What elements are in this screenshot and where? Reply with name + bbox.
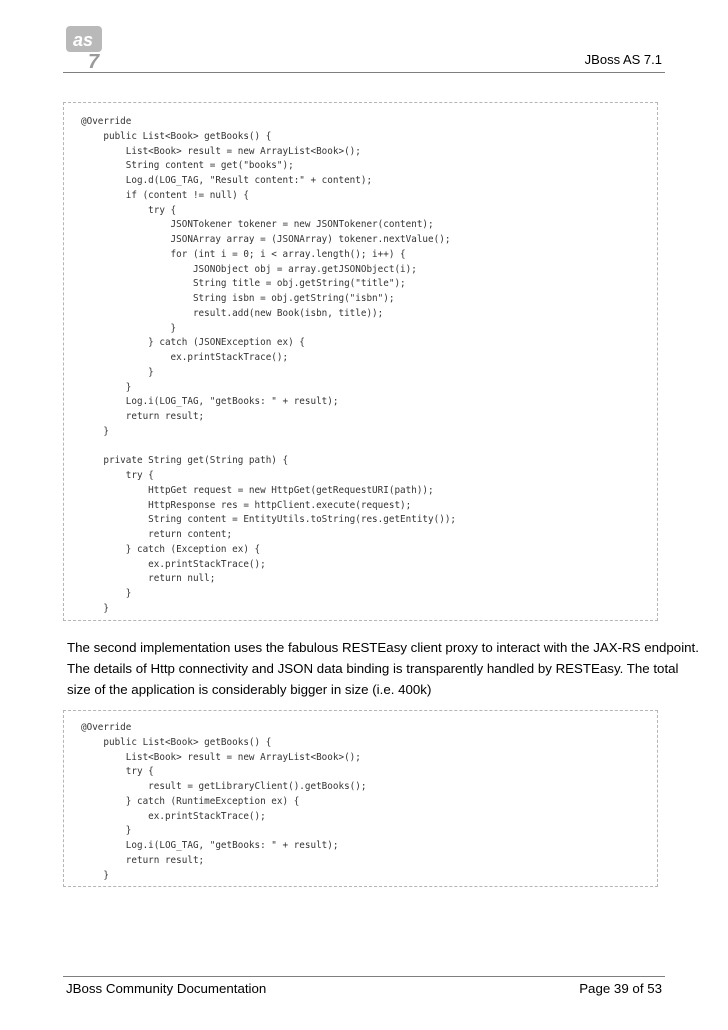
paragraph-line: The details of Http connectivity and JSON data binding is transparently handled by RESTEasy. The total [67,661,679,676]
footer-divider [63,976,665,977]
code-line: JSONArray array = (JSONArray) tokener.nextValue(); [81,234,451,245]
code-line: } [81,869,109,881]
header-divider [63,72,665,73]
code-line: } [81,381,132,393]
code-line: for (int i = 0; i < array.length(); i++) { [81,248,406,260]
page-number: Page 39 of 53 [579,981,662,996]
code-line: if (content != null) { [81,189,249,201]
code-line: } [81,366,154,378]
logo-text: as [73,30,94,50]
code-line: } [81,825,132,837]
code-line: } [81,602,109,614]
code-block-rest-json [63,102,658,621]
code-line: try { [81,470,154,481]
paragraph-line: size of the application is considerably bigger in size (i.e. 400k) [67,682,432,697]
code-line: ex.printStackTrace(); [81,558,266,570]
code-line: Log.d(LOG_TAG, "Result content:" + content); [81,175,373,186]
code-line: String isbn = obj.getString("isbn"); [81,293,395,304]
code-line: ex.printStackTrace(); [81,810,266,822]
logo-digit: 7 [88,51,100,72]
code-line: List<Book> result = new ArrayList<Book>(); [81,145,361,157]
code-line: Log.i(LOG_TAG, "getBooks: " + result); [81,840,339,851]
footer-doc-name: JBoss Community Documentation [66,981,267,996]
code-line: return content; [81,529,233,540]
code-line: String content = EntityUtils.toString(res.getEntity()); [81,514,457,526]
code-line [64,440,657,455]
code-line: return null; [81,573,216,585]
code-line: } [81,425,109,437]
code-line: HttpGet request = new HttpGet(getRequestURI(path)); [81,484,434,496]
code-line: List<Book> result = new ArrayList<Book>(); [81,751,361,763]
code-line: @Override [81,722,132,733]
code-block-resteasy-proxy [63,710,658,887]
code-line: String title = obj.getString("title"); [81,278,406,290]
code-line: result = getLibraryClient().getBooks(); [81,781,367,792]
code-line: private String get(String path) { [81,455,289,467]
code-line: public List<Book> getBooks() { [81,736,272,748]
jboss-as-logo [64,20,106,72]
jboss-as-logo-icon [64,20,106,72]
document-title: JBoss AS 7.1 [584,52,662,67]
code-line: try { [81,204,177,216]
code-line: HttpResponse res = httpClient.execute(request); [81,499,412,511]
code-line: JSONTokener tokener = new JSONTokener(content); [81,219,434,231]
code-line: return result; [81,411,205,422]
code-line: } catch (Exception ex) { [81,543,261,555]
code-line: } [81,588,132,599]
code-line: } catch (JSONException ex) { [81,337,305,349]
code-line: JSONObject obj = array.getJSONObject(i); [81,263,417,275]
paragraph-line: The second implementation uses the fabulous RESTEasy client proxy to interact with the JAX-RS endpoint. [67,640,699,655]
code-line: try { [81,766,154,778]
code-line: } catch (RuntimeException ex) { [81,795,300,807]
code-line: Log.i(LOG_TAG, "getBooks: " + result); [81,396,339,408]
code-line: @Override [81,116,132,127]
code-line: ex.printStackTrace(); [81,352,289,363]
code-line: public List<Book> getBooks() { [81,130,272,142]
code-line: String content = get("books"); [81,160,294,172]
code-line: return result; [81,854,205,866]
body-paragraph [67,637,699,700]
code-line: } [81,322,177,334]
code-line: result.add(new Book(isbn, title)); [81,307,384,319]
